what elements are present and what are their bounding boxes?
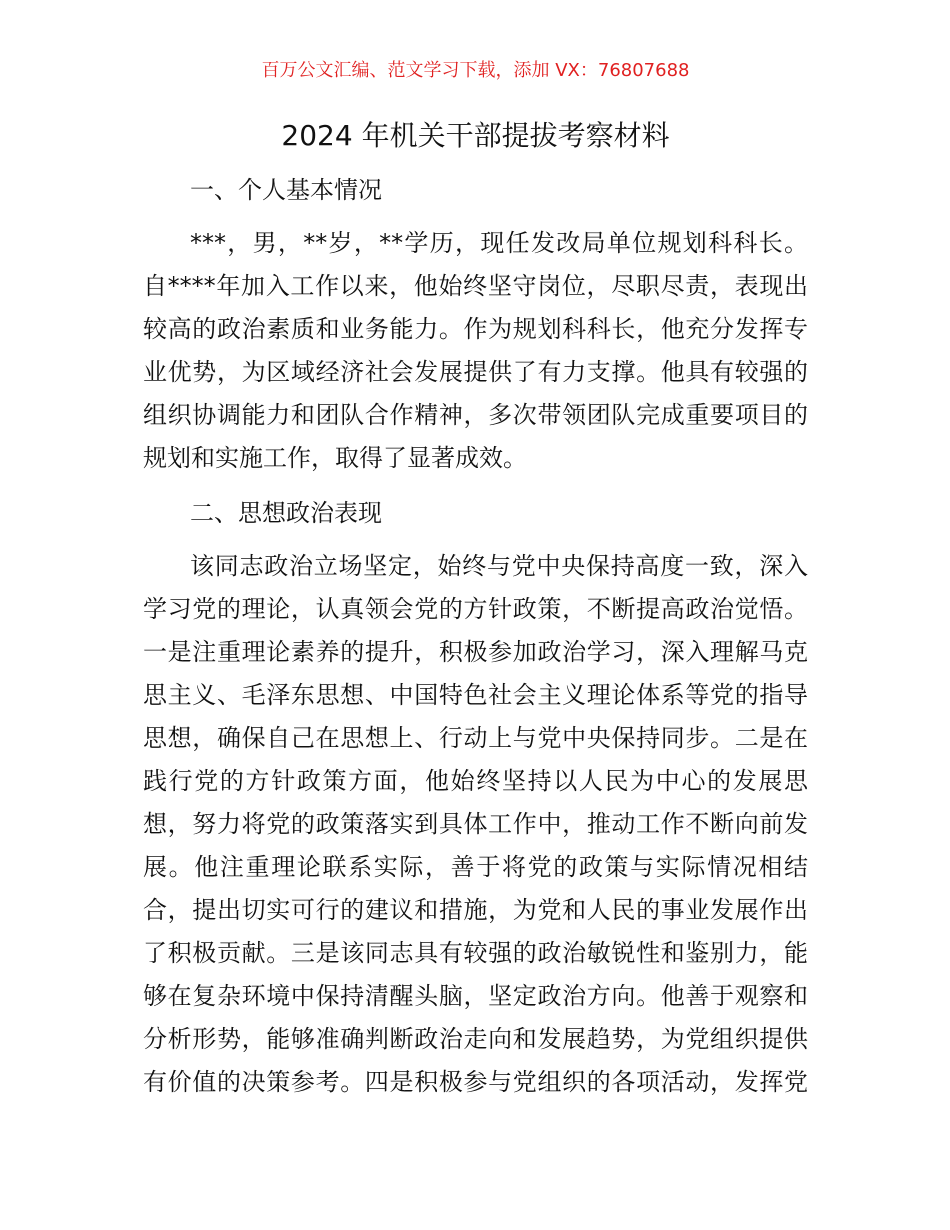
paragraph-line: 思主义、毛泽东思想、中国特色社会主义理论体系等党的指导 [143, 681, 808, 709]
paragraph-line: 业优势，为区域经济社会发展提供了有力支撑。他具有较强的 [143, 358, 808, 386]
paragraph-line: ***，男，**岁，**学历，现任发改局单位规划科科长。 [190, 229, 808, 257]
paragraph-line: 够在复杂环境中保持清醒头脑，坚定政治方向。他善于观察和 [143, 982, 808, 1010]
paragraph-line: 该同志政治立场坚定，始终与党中央保持高度一致，深入 [190, 552, 808, 580]
watermark-header: 百万公文汇编、范文学习下载，添加 VX：76807688 [261, 60, 690, 81]
paragraph-line: 一是注重理论素养的提升，积极参加政治学习，深入理解马克 [143, 638, 808, 666]
paragraph-line: 了积极贡献。三是该同志具有较强的政治敏锐性和鉴别力，能 [143, 939, 808, 967]
paragraph-line: 自****年加入工作以来，他始终坚守岗位，尽职尽责，表现出 [143, 272, 808, 300]
paragraph-line: 想，努力将党的政策落实到具体工作中，推动工作不断向前发 [143, 810, 808, 838]
paragraph-line: 思想，确保自己在思想上、行动上与党中央保持同步。二是在 [143, 724, 808, 752]
paragraph-line: 学习党的理论，认真领会党的方针政策，不断提高政治觉悟。 [143, 595, 808, 623]
paragraph-line: 展。他注重理论联系实际，善于将党的政策与实际情况相结 [143, 853, 808, 881]
section-heading: 二、思想政治表现 [190, 499, 382, 527]
document-title: 2024 年机关干部提拔考察材料 [281, 119, 670, 152]
document-page [143, 49, 808, 1104]
section-heading: 一、个人基本情况 [190, 176, 382, 204]
paragraph [143, 222, 808, 480]
paragraph-line: 较高的政治素质和业务能力。作为规划科科长，他充分发挥专 [143, 315, 808, 343]
paragraph-line: 践行党的方针政策方面，他始终坚持以人民为中心的发展思 [143, 767, 808, 795]
paragraph-line: 规划和实施工作，取得了显著成效。 [143, 444, 527, 472]
paragraph-line: 分析形势，能够准确判断政治走向和发展趋势，为党组织提供 [143, 1025, 808, 1053]
paragraph-line: 组织协调能力和团队合作精神，多次带领团队完成重要项目的 [143, 401, 808, 429]
paragraph-line: 有价值的决策参考。四是积极参与党组织的各项活动，发挥党 [143, 1068, 808, 1096]
paragraph [143, 545, 808, 1104]
paragraph-line: 合，提出切实可行的建议和措施，为党和人民的事业发展作出 [143, 896, 808, 924]
